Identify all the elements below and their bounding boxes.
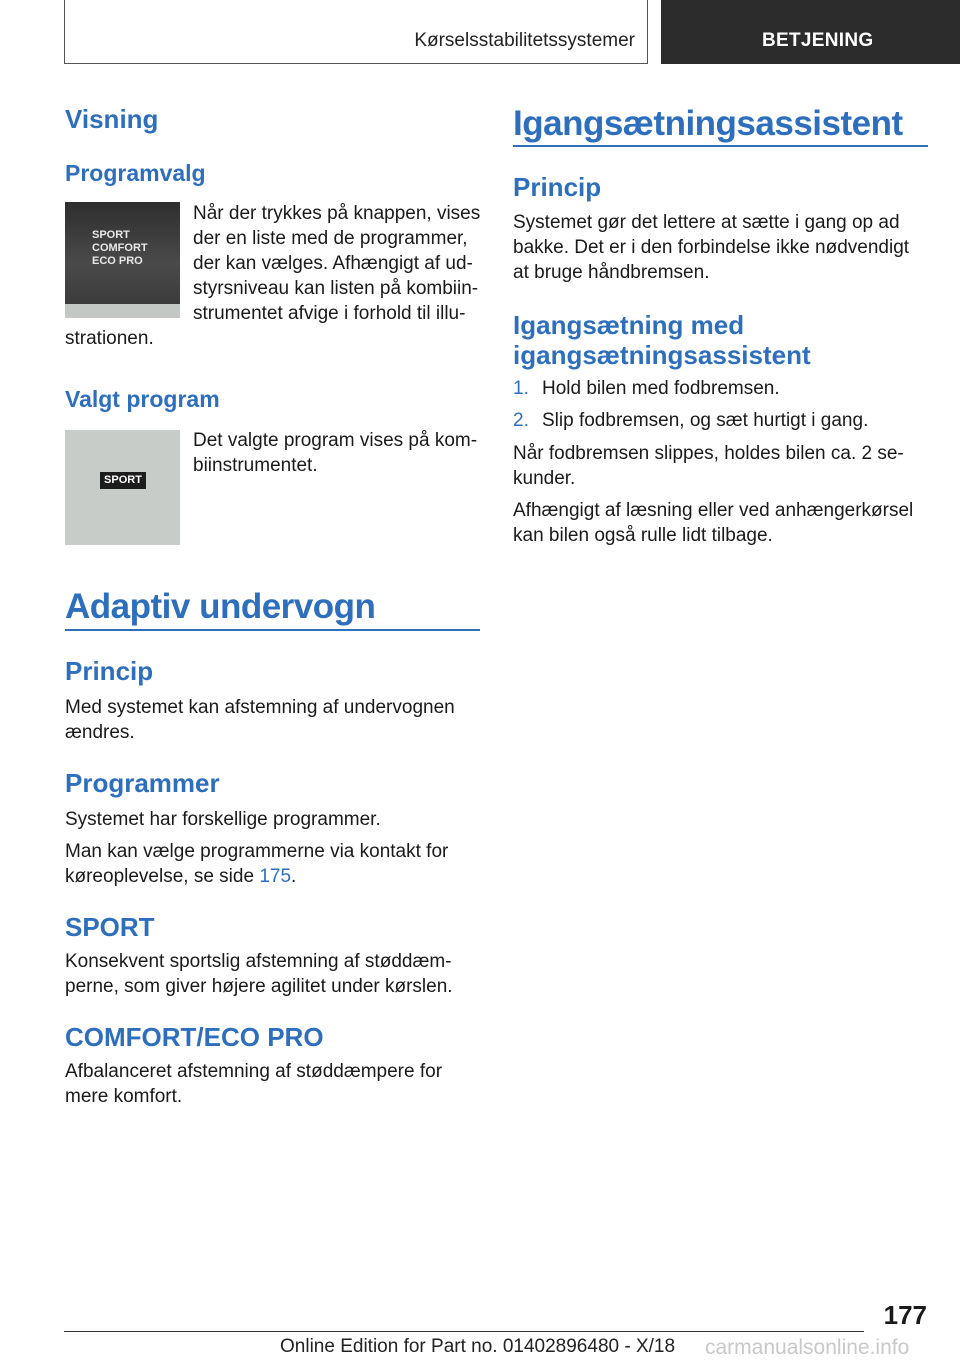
header-section-box	[64, 0, 648, 64]
text-line: der kan vælges. Afhængigt af ud-	[193, 253, 473, 274]
menu-item-sport: SPORT	[92, 229, 130, 241]
text-line: Når fodbremsen slippes, holdes bilen ca. 2 se-	[513, 443, 904, 464]
load-text	[513, 498, 913, 548]
text-span: køreoplevelse, se side	[65, 866, 260, 887]
sport-heading: SPORT	[65, 912, 155, 942]
heading-line: igangsætningsassistent	[513, 340, 811, 370]
section-title: Kørselsstabilitetssystemer	[414, 30, 635, 51]
sport-text	[65, 949, 453, 999]
comfort-text	[65, 1059, 442, 1109]
text-line: Det valgte program vises på kom-	[193, 430, 478, 451]
comfort-eco-pro-heading: COMFORT/ECO PRO	[65, 1022, 324, 1052]
text-line: Afbalanceret afstemning af støddæmpere for	[65, 1061, 443, 1082]
section-rule	[65, 629, 480, 631]
text-line: strumentet afvige i forhold til illu-	[193, 303, 466, 324]
text-line: kunder.	[513, 468, 576, 489]
program-menu-image	[65, 202, 180, 318]
programmer-text-1: Systemet har forskellige programmer.	[65, 809, 381, 830]
menu-item-comfort: COMFORT	[92, 242, 148, 254]
text-line: der en liste med de programmer,	[193, 228, 468, 249]
page-link[interactable]: 175	[259, 866, 292, 887]
text-line: at bruge håndbremsen.	[513, 262, 710, 283]
adaptiv-undervogn-heading: Adaptiv undervogn	[65, 587, 376, 626]
page-number: 177	[883, 1300, 927, 1330]
text-line: biinstrumentet.	[193, 455, 318, 476]
text-line: bakke. Det er i den forbindelse ikke nødvendigt	[513, 237, 910, 258]
text-line: mere komfort.	[65, 1086, 183, 1107]
princip-text-right	[513, 210, 909, 285]
list-item	[513, 408, 868, 433]
programmer-heading: Programmer	[65, 768, 220, 798]
programvalg-heading: Programvalg	[65, 160, 206, 186]
text-line: Med systemet kan afstemning af undervognen	[65, 697, 455, 718]
step-number: 1.	[513, 378, 529, 399]
princip-heading-right: Princip	[513, 172, 602, 202]
sport-badge: SPORT	[100, 472, 146, 489]
text-line	[65, 864, 448, 889]
text-line: perne, som giver højere agilitet under kørslen.	[65, 976, 453, 997]
text-line: Konsekvent sportslig afstemning af støddæm-	[65, 951, 452, 972]
chapter-tab-label: BETJENING	[762, 30, 874, 51]
heading-line: Igangsætning med	[513, 310, 745, 340]
selected-program-image	[65, 430, 180, 545]
steps-list	[513, 376, 868, 440]
text-line: kan bilen også rulle lidt tilbage.	[513, 525, 773, 546]
igangsaetning-med-heading	[513, 310, 811, 370]
valgt-program-text	[193, 428, 477, 478]
step-number: 2.	[513, 410, 529, 431]
chapter-tab[interactable]	[661, 0, 960, 64]
release-text	[513, 441, 904, 491]
princip-heading-left: Princip	[65, 656, 154, 686]
menu-item-eco-pro: ECO PRO	[92, 255, 143, 267]
text-line: styrsniveau kan listen på kombiin-	[193, 278, 479, 299]
list-item	[513, 376, 868, 401]
text-span: .	[291, 866, 297, 887]
programmer-text-2	[65, 839, 448, 889]
section-rule	[513, 145, 928, 147]
text-line: Afhængigt af læsning eller ved anhængerkørsel	[513, 500, 914, 521]
text-line: Systemet gør det lettere at sætte i gang op ad	[513, 212, 900, 233]
programvalg-text-end: strationen.	[65, 328, 154, 349]
text-line: ændres.	[65, 722, 135, 743]
igangsaetningsassistent-heading: Igangsætningsassistent	[513, 104, 903, 143]
valgt-program-heading: Valgt program	[65, 386, 220, 412]
step-text: Slip fodbremsen, og sæt hurtigt i gang.	[542, 410, 869, 431]
watermark-text: carmanualsonline.info	[705, 1336, 910, 1359]
programvalg-text	[193, 201, 480, 326]
step-text: Hold bilen med fodbremsen.	[542, 378, 780, 399]
text-line: Når der trykkes på knappen, vises	[193, 203, 481, 224]
text-line: Man kan vælge programmerne via kontakt for	[65, 841, 449, 862]
princip-text-left	[65, 695, 455, 745]
edition-text: Online Edition for Part no. 01402896480 - X/18	[280, 1336, 676, 1357]
visning-heading: Visning	[65, 104, 159, 134]
footer-rule	[64, 1331, 864, 1332]
